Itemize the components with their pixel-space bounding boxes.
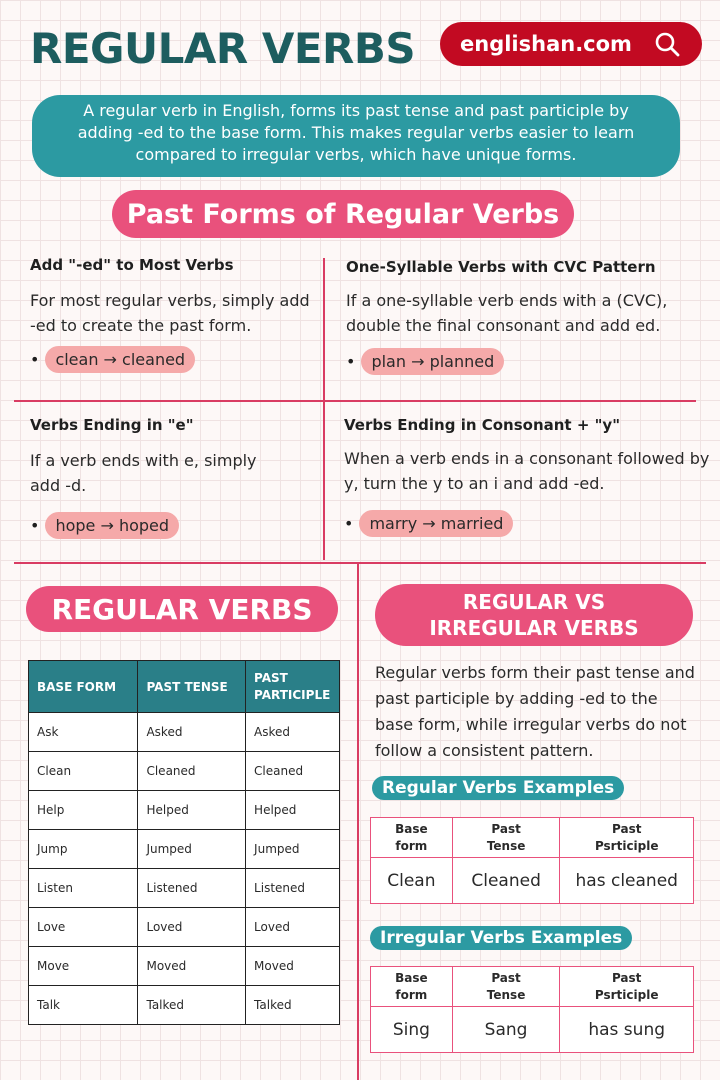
vs-title-line: REGULAR VS bbox=[462, 590, 606, 614]
column-header: Past Psrticiple bbox=[560, 967, 694, 1007]
irregular-examples-heading: Irregular Verbs Examples bbox=[370, 926, 632, 950]
rule-text: For most regular verbs, simply add -ed to create the past form. bbox=[30, 291, 310, 335]
rule-example: • hope → hoped bbox=[30, 512, 315, 539]
page-title: REGULAR VERBS bbox=[30, 24, 416, 73]
table-cell: Asked bbox=[246, 713, 340, 752]
table-cell: Ask bbox=[29, 713, 138, 752]
table-cell: Cleaned bbox=[452, 858, 560, 904]
regular-vs-irregular-heading bbox=[375, 584, 693, 646]
table-cell: Clean bbox=[371, 858, 453, 904]
column-header: Past Psrticiple bbox=[560, 818, 694, 858]
table-cell: Jumped bbox=[246, 830, 340, 869]
irregular-examples-table bbox=[370, 966, 694, 1053]
rule-card bbox=[346, 258, 706, 375]
table-cell: Cleaned bbox=[246, 752, 340, 791]
rule-text: When a verb ends in a consonant followed by y, turn the y to an i and add -ed. bbox=[344, 449, 710, 493]
table-cell: Jump bbox=[29, 830, 138, 869]
vs-description: Regular verbs form their past tense and past participle by adding -ed to the base form, while irregular verbs do not follow a consistent pattern. bbox=[375, 663, 695, 760]
table-cell: Listen bbox=[29, 869, 138, 908]
search-icon[interactable] bbox=[654, 31, 680, 57]
table-row bbox=[29, 908, 340, 947]
table-cell: Love bbox=[29, 908, 138, 947]
rule-title: Add "-ed" to Most Verbs bbox=[30, 256, 234, 274]
past-forms-heading: Past Forms of Regular Verbs bbox=[112, 190, 574, 238]
table-row bbox=[29, 986, 340, 1025]
regular-verbs-table bbox=[28, 660, 340, 1025]
site-link-pill[interactable] bbox=[440, 22, 702, 66]
table-cell: Talked bbox=[138, 986, 246, 1025]
table-row bbox=[29, 791, 340, 830]
table-row bbox=[29, 947, 340, 986]
rule-text: If a verb ends with e, simply add -d. bbox=[30, 451, 257, 495]
section-divider bbox=[14, 562, 706, 564]
table-cell: Cleaned bbox=[138, 752, 246, 791]
table-cell: has sung bbox=[560, 1007, 694, 1053]
table-cell: Help bbox=[29, 791, 138, 830]
table-cell: Talked bbox=[246, 986, 340, 1025]
regular-verbs-heading: REGULAR VERBS bbox=[26, 586, 338, 632]
bottom-divider-vertical bbox=[357, 564, 359, 1080]
column-header: BASE FORM bbox=[29, 661, 138, 713]
table-cell: Jumped bbox=[138, 830, 246, 869]
table-cell: Move bbox=[29, 947, 138, 986]
table-header-row bbox=[29, 661, 340, 713]
example-chip: clean → cleaned bbox=[45, 346, 195, 373]
rule-card bbox=[30, 416, 315, 539]
intro-banner: A regular verb in English, forms its past tense and past participle by adding -ed to the base form. This makes regular verbs easier to learn compared to irregular verbs, which have unique forms. bbox=[32, 95, 680, 177]
rule-example: • clean → cleaned bbox=[30, 346, 315, 373]
rule-card bbox=[344, 416, 710, 537]
table-cell: Sang bbox=[452, 1007, 560, 1053]
table-row bbox=[29, 830, 340, 869]
example-chip: marry → married bbox=[359, 510, 513, 537]
table-row bbox=[29, 713, 340, 752]
example-chip: hope → hoped bbox=[45, 512, 179, 539]
rules-divider-horizontal bbox=[14, 400, 696, 402]
rule-example: • marry → married bbox=[344, 510, 710, 537]
table-row bbox=[29, 869, 340, 908]
rule-text: If a one-syllable verb ends with a (CVC), double the final consonant and add ed. bbox=[346, 291, 668, 335]
regular-examples-heading: Regular Verbs Examples bbox=[372, 776, 624, 800]
table-row bbox=[29, 752, 340, 791]
rules-divider-vertical bbox=[323, 258, 325, 560]
table-cell: Sing bbox=[371, 1007, 453, 1053]
column-header: Past Tense bbox=[452, 818, 560, 858]
table-cell: has cleaned bbox=[560, 858, 694, 904]
site-name[interactable]: englishan.com bbox=[460, 32, 632, 56]
table-cell: Clean bbox=[29, 752, 138, 791]
column-header: PAST PARTICIPLE bbox=[246, 661, 340, 713]
example-chip: plan → planned bbox=[361, 348, 504, 375]
irregular-examples-section bbox=[370, 928, 632, 948]
rule-title: Verbs Ending in Consonant + "y" bbox=[344, 416, 621, 434]
column-header: PAST TENSE bbox=[138, 661, 246, 713]
table-cell: Listened bbox=[138, 869, 246, 908]
table-cell: Listened bbox=[246, 869, 340, 908]
column-header: Base form bbox=[371, 818, 453, 858]
table-cell: Moved bbox=[138, 947, 246, 986]
table-row bbox=[371, 1007, 694, 1053]
table-header-row bbox=[371, 818, 694, 858]
table-row bbox=[371, 858, 694, 904]
rule-example: • plan → planned bbox=[346, 348, 706, 375]
regular-examples-section bbox=[372, 778, 624, 798]
table-cell: Moved bbox=[246, 947, 340, 986]
rule-title: One-Syllable Verbs with CVC Pattern bbox=[346, 258, 656, 276]
rule-title: Verbs Ending in "e" bbox=[30, 416, 194, 434]
table-cell: Talk bbox=[29, 986, 138, 1025]
vs-title-line: IRREGULAR VERBS bbox=[429, 616, 639, 640]
table-header-row bbox=[371, 967, 694, 1007]
regular-examples-table bbox=[370, 817, 694, 904]
column-header: Past Tense bbox=[452, 967, 560, 1007]
rule-card bbox=[30, 256, 315, 373]
table-cell: Helped bbox=[246, 791, 340, 830]
table-cell: Helped bbox=[138, 791, 246, 830]
table-cell: Asked bbox=[138, 713, 246, 752]
column-header: Base form bbox=[371, 967, 453, 1007]
table-cell: Loved bbox=[138, 908, 246, 947]
table-cell: Loved bbox=[246, 908, 340, 947]
